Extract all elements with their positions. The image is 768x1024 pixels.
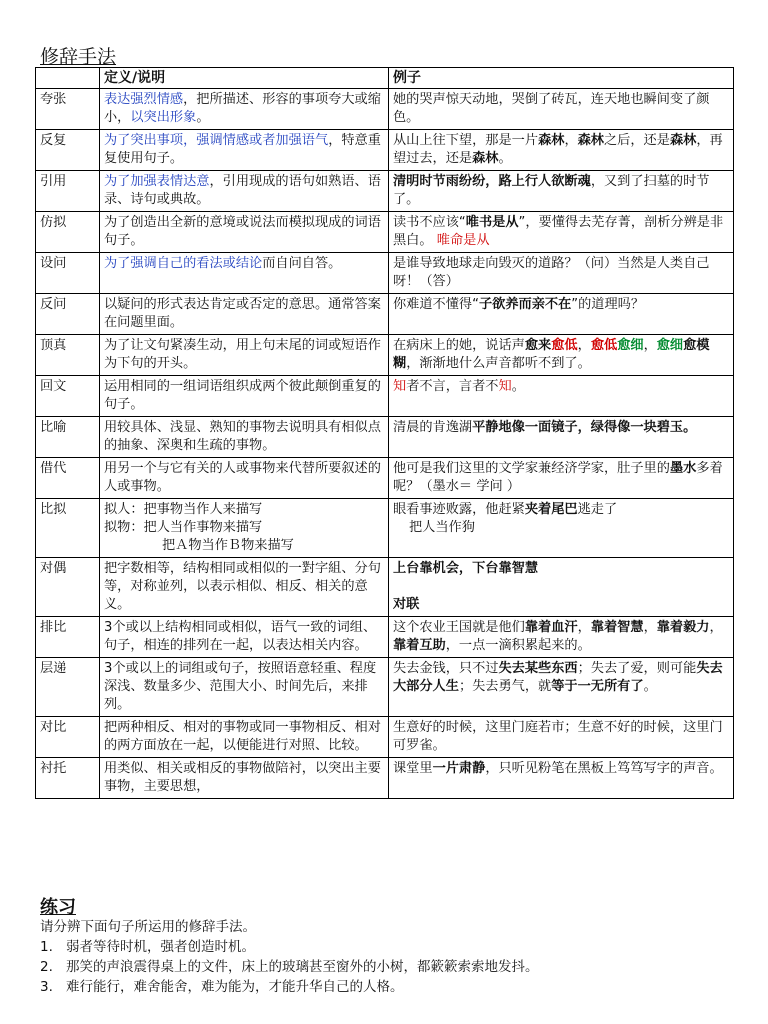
example-line: 眼看事迹败露，他赶紧夹着尾巴逃走了: [393, 502, 618, 517]
definition-line: 拟人：把事物当作人来描写: [104, 502, 263, 517]
text-segment: ；失去了爱，则可能: [577, 661, 697, 676]
text-segment: 从山上往下望，那是一片: [393, 133, 539, 148]
table-row: [36, 558, 734, 617]
definition-cell: [100, 499, 389, 558]
table-row: [36, 376, 734, 417]
definition-cell: [100, 294, 389, 335]
example-line: 把人当作狗: [409, 520, 475, 535]
exercise-number: 2.: [40, 959, 53, 975]
text-segment: 愈低: [590, 338, 618, 353]
definition-cell: [100, 212, 389, 253]
text-segment: 森林: [538, 133, 565, 148]
text-segment: 是谁导致地球走向毁灭的道路？（问）当然是人类自己呀！（答）: [393, 256, 710, 289]
text-segment: ，: [709, 620, 723, 635]
text-segment: ，: [577, 620, 591, 635]
table-row: [36, 658, 734, 717]
text-segment: ，又到了扫墓的时节了。: [393, 174, 710, 207]
exercise-number: 3.: [40, 979, 53, 995]
rhetoric-term: 借代: [36, 458, 100, 499]
text-segment: 靠着智慧: [590, 620, 644, 635]
definition-cell: [100, 253, 389, 294]
example-cell: [389, 417, 734, 458]
text-segment: 森林: [472, 151, 499, 166]
exercise-section: [40, 917, 539, 997]
table-row: [36, 171, 734, 212]
text-segment: 一片肃静: [432, 761, 486, 776]
rhetoric-term: 比拟: [36, 499, 100, 558]
table-row: [36, 458, 734, 499]
exercise-list: [40, 937, 539, 997]
text-segment: 知: [393, 379, 407, 394]
definition-cell: [100, 171, 389, 212]
text-segment: ，: [564, 133, 578, 148]
text-segment: 为了加强表情达意: [104, 174, 210, 189]
definition-cell: [100, 717, 389, 758]
text-segment: ，引用现成的语句如熟语、语录、诗句或典故。: [104, 174, 381, 207]
definition-cell: [100, 417, 389, 458]
definition-cell: [100, 89, 389, 130]
header-definition: 定义/说明: [100, 68, 389, 89]
table-header-row: [36, 68, 734, 89]
table-row: [36, 717, 734, 758]
exercise-item: [40, 957, 539, 977]
text-segment: ，: [643, 338, 657, 353]
text-segment: 愈模糊: [393, 338, 710, 371]
example-cell: [389, 376, 734, 417]
rhetoric-term: 设问: [36, 253, 100, 294]
definition-cell: [100, 335, 389, 376]
example-cell: [389, 212, 734, 253]
rhetoric-term: 顶真: [36, 335, 100, 376]
exercise-text: 弱者等待时机，强者创造时机。: [66, 939, 255, 955]
text-segment: 森林: [577, 133, 604, 148]
rhetoric-term: 反复: [36, 130, 100, 171]
text-segment: ，把所描述、形容的事项夸大或缩小，: [104, 92, 381, 125]
text-segment: 清晨的肯逸湖: [393, 420, 473, 435]
text-segment: 知: [498, 379, 512, 394]
example-cell: [389, 335, 734, 376]
text-segment: ；失去勇气，就: [458, 679, 552, 694]
example-cell: [389, 658, 734, 717]
text-segment: 而自问自答。: [262, 256, 342, 271]
page-title: 修辞手法: [40, 46, 117, 68]
text-segment: 为了强调自己的看法或结论: [104, 256, 263, 271]
exercise-item: [40, 977, 539, 997]
example-line: 上台靠机会，下台靠智慧: [393, 561, 539, 576]
text-segment: 她的哭声惊天动地，哭倒了砖瓦，连天地也瞬间变了颜色。: [393, 92, 710, 125]
text-segment: 课堂里: [393, 761, 433, 776]
text-segment: 。: [498, 151, 512, 166]
text-segment: ，渐渐地什么声音都听不到了。: [406, 356, 591, 371]
text-segment: ，: [577, 338, 591, 353]
text-segment: 多着呢？（墨水＝ 学问 ）: [393, 461, 723, 494]
example-cell: [389, 558, 734, 617]
table-row: [36, 335, 734, 376]
example-cell: [389, 294, 734, 335]
rhetoric-term: 回文: [36, 376, 100, 417]
text-segment: 在病床上的她，说话声: [393, 338, 525, 353]
text-segment: 失去金钱，只不过: [393, 661, 499, 676]
text-segment: 生意好的时候，这里门庭若市；生意不好的时候，这里门可罗雀。: [393, 720, 723, 753]
text-segment: ，再望过去，还是: [393, 133, 723, 166]
text-segment: 失去某些东西: [498, 661, 578, 676]
example-cell: [389, 717, 734, 758]
header-term: [36, 68, 100, 89]
text-segment: 清明时节雨纷纷，路上行人欲断魂: [393, 174, 591, 189]
example-cell: [389, 253, 734, 294]
text-segment: 表达强烈情感: [104, 92, 184, 107]
text-segment: 把字数相等，结构相同或相似的一對字組、分句等，对称並列，以表示相似、相反、相关的意义。: [104, 561, 381, 612]
text-segment: 愈低: [551, 338, 578, 353]
table-row: [36, 499, 734, 558]
rhetoric-term: 对比: [36, 717, 100, 758]
table-row: [36, 212, 734, 253]
example-cell: [389, 89, 734, 130]
table-row: [36, 417, 734, 458]
table-row: [36, 617, 734, 658]
table-row: [36, 253, 734, 294]
rhetoric-term: 比喻: [36, 417, 100, 458]
table-row: [36, 758, 734, 799]
exercise-number: 1.: [40, 939, 53, 955]
rhetoric-term: 夸张: [36, 89, 100, 130]
example-cell: [389, 458, 734, 499]
definition-cell: [100, 758, 389, 799]
text-segment: 以突出形象: [130, 110, 197, 125]
text-segment: 靠着互助: [393, 638, 446, 653]
text-segment: ，特意重复使用句子。: [104, 133, 381, 166]
text-segment: 用另一个与它有关的人或事物来代替所要叙述的人或事物。: [104, 461, 381, 494]
text-segment: ”，要懂得去芜存菁，剖析分辨是非黑白。: [393, 215, 724, 248]
rhetoric-term: 层递: [36, 658, 100, 717]
text-segment: 你难道不懂得“: [393, 297, 479, 312]
definition-cell: [100, 458, 389, 499]
text-segment: 唯书是从: [465, 215, 519, 230]
text-segment: 等于一无所有了: [551, 679, 644, 694]
text-segment: 。: [196, 110, 210, 125]
header-example: 例子: [389, 68, 734, 89]
text-segment: ，只听见粉笔在黑板上笃笃写字的声音。: [485, 761, 723, 776]
text-segment: ”的道理吗？: [571, 297, 645, 312]
rhetoric-term: 反问: [36, 294, 100, 335]
rhetoric-term: 仿拟: [36, 212, 100, 253]
text-segment: 为了让文句紧凑生动，用上句末尾的词或短语作为下句的开头。: [104, 338, 381, 371]
example-cell: [389, 758, 734, 799]
text-segment: 为了创造出全新的意境或说法而模拟现成的词语句子。: [104, 215, 381, 248]
text-segment: 为了突出事项，强调情感或者加强语气: [104, 133, 329, 148]
text-segment: 3个或以上的词组或句子，按照语意轻重、程度深浅、数量多少、范围大小、时间先后，来排列。: [104, 661, 377, 712]
definition-cell: [100, 558, 389, 617]
rhetoric-term: 对偶: [36, 558, 100, 617]
text-segment: 他可是我们这里的文学家兼经济学家，肚子里的: [393, 461, 670, 476]
example-line: 对联: [393, 597, 420, 612]
exercise-item: [40, 937, 539, 957]
text-segment: 3个或以上结构相同或相似，语气一致的词组、句子，相连的排列在一起，以表达相关内容。: [104, 620, 377, 653]
text-segment: 愈来: [524, 338, 552, 353]
exercise-title: 练习: [40, 897, 76, 918]
exercise-instruction: 请分辨下面句子所运用的修辞手法。: [40, 919, 256, 935]
text-segment: 靠着血汗: [524, 620, 578, 635]
text-segment: 。: [511, 379, 525, 394]
rhetoric-table: [35, 67, 734, 799]
definition-cell: [100, 130, 389, 171]
definition-cell: [100, 376, 389, 417]
table-row: [36, 294, 734, 335]
rhetoric-term: 衬托: [36, 758, 100, 799]
text-segment: 者不言，言者不: [406, 379, 499, 394]
text-segment: 把两种相反、相对的事物或同一事物相反、相对的两方面放在一起，以便能进行对照、比较。: [104, 720, 381, 753]
exercise-text: 难行能行，难舍能舍，难为能为，才能升华自己的人格。: [66, 979, 404, 995]
text-segment: 森林: [669, 133, 697, 148]
text-segment: 墨水: [669, 461, 697, 476]
table-row: [36, 130, 734, 171]
text-segment: 靠着毅力: [656, 620, 710, 635]
text-segment: ，一点一滴积累起来的。: [445, 638, 591, 653]
text-segment: ，: [643, 620, 657, 635]
text-segment: 失去大部分人生: [393, 661, 723, 694]
text-segment: 之后，还是: [604, 133, 670, 148]
text-segment: 平静地像一面镜子，绿得像一块碧玉。: [472, 420, 697, 435]
text-segment: 。: [643, 679, 657, 694]
text-segment: 唯命是从: [436, 233, 490, 248]
text-segment: 用较具体、浅显、熟知的事物去说明具有相似点的抽象、深奥和生疏的事物。: [104, 420, 381, 453]
exercise-text: 那笑的声浪震得桌上的文件，床上的玻璃甚至窗外的小树，都簌簌索索地发抖。: [66, 959, 539, 975]
text-segment: 运用相同的一组词语组织成两个彼此颠倒重复的句子。: [104, 379, 381, 412]
text-segment: 子欲养而亲不在: [478, 297, 572, 312]
text-segment: 读书不应该“: [393, 215, 466, 230]
table-row: [36, 89, 734, 130]
text-segment: 以疑问的形式表达肯定或否定的意思。通常答案在问题里面。: [104, 297, 381, 330]
rhetoric-term: 引用: [36, 171, 100, 212]
text-segment: 这个农业王国就是他们: [393, 620, 525, 635]
text-segment: 用类似、相关或相反的事物做陪衬，以突出主要事物，主要思想，: [104, 761, 381, 794]
example-cell: [389, 617, 734, 658]
rhetoric-term: 排比: [36, 617, 100, 658]
definition-line: 把Ａ物当作Ｂ物来描写: [162, 538, 294, 553]
example-cell: [389, 130, 734, 171]
text-segment: 愈细: [617, 338, 644, 353]
definition-cell: [100, 658, 389, 717]
example-cell: [389, 171, 734, 212]
example-cell: [389, 499, 734, 558]
definition-line: 拟物：把人当作事物来描写: [104, 520, 263, 535]
text-segment: 愈细: [656, 338, 684, 353]
definition-cell: [100, 617, 389, 658]
